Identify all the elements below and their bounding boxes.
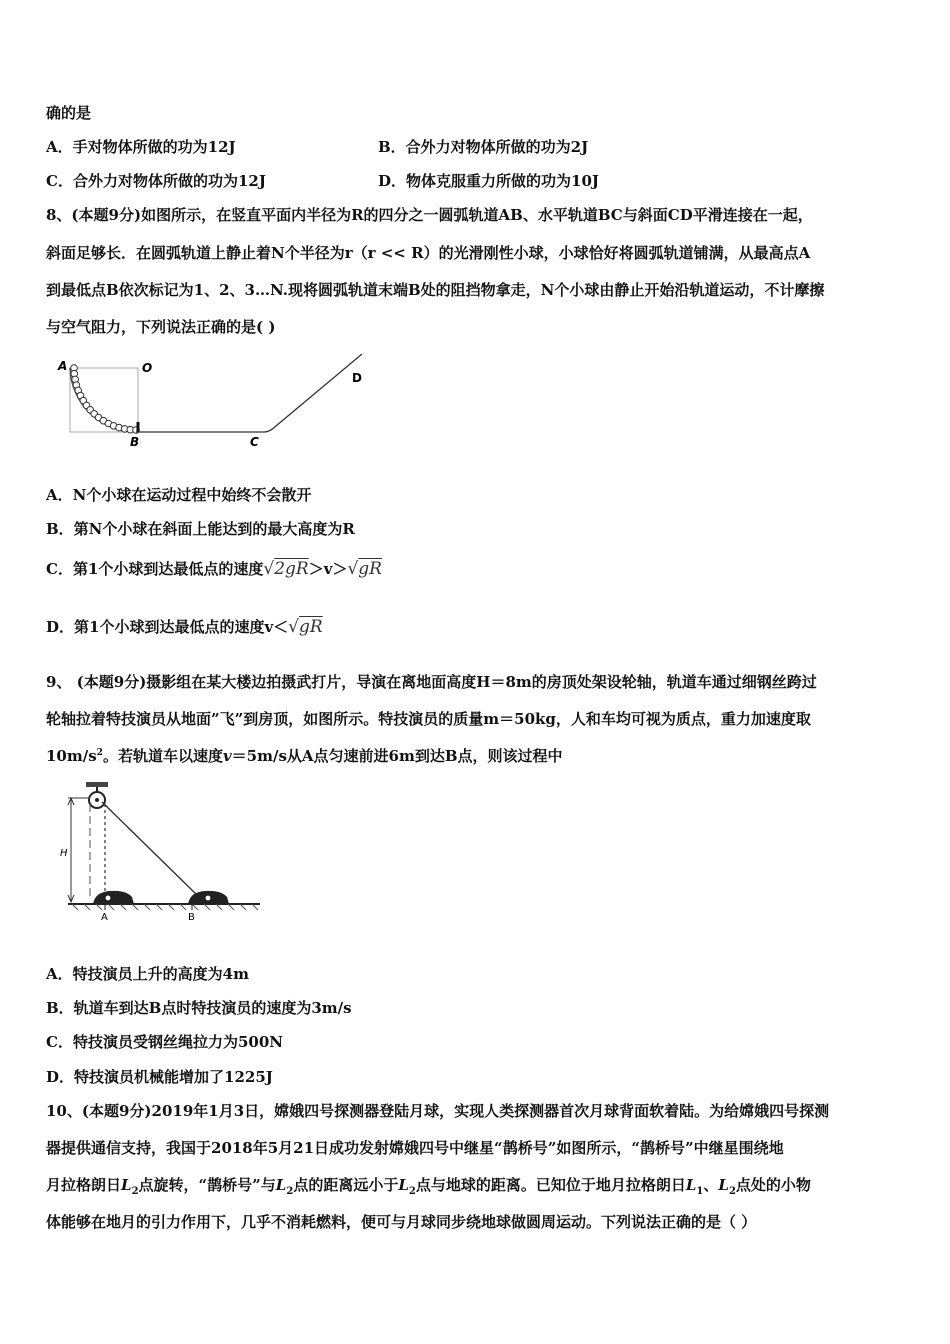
q8-option-d[interactable]: [46, 616, 323, 637]
q9-stem-line-3: $10m/s^2$。若轨道车以速度v＝5m/s从A点匀速前进6m到达B点，则该过程中: [46, 747, 563, 765]
q8-option-c-middle: ＞v＞: [308, 560, 348, 578]
q8-label-a: A: [58, 359, 68, 373]
q8-label-d: D: [352, 371, 362, 385]
q8-option-c[interactable]: [46, 558, 382, 579]
q9-label-b: B: [188, 912, 195, 922]
q8-label-c: C: [250, 435, 259, 448]
q7-option-c[interactable]: C．合外力对物体所做的功为12J: [46, 172, 266, 190]
sqrt-2gr-expression: √2gR: [263, 559, 309, 579]
q9-car-a: [93, 891, 134, 904]
q10-stem-line-2: 器提供通信支持，我国于2018年5月21日成功发射嫦娥四号中继星“鹊桥号”如图所示，“鹊桥号”中继星围绕地: [46, 1139, 784, 1157]
q10-stem-line-1: 10、(本题9分)2019年1月3日，嫦娥四号探测器登陆月球，实现人类探测器首次月球背面软着陆。为给嫦娥四号探测: [46, 1102, 830, 1120]
q8-option-a[interactable]: A．N个小球在运动过程中始终不会散开: [46, 486, 312, 504]
q9-option-b[interactable]: B．轨道车到达B点时特技演员的速度为3m/s: [46, 999, 352, 1017]
q8-incline-track: [264, 354, 362, 432]
q9-stunt-figure: [60, 780, 270, 922]
q8-option-b[interactable]: B．第N个小球在斜面上能达到的最大高度为R: [46, 520, 355, 538]
q9-pulley-mount: [86, 782, 108, 787]
q8-stem-line-2: 斜面足够长．在圆弧轨道上静止着N个半径为r（r << R）的光滑刚性小球，小球恰好将圆弧轨道铺满，从最高点A: [46, 244, 811, 262]
q9-label-a: A: [101, 912, 108, 922]
sqrt-gr-expression: √gR: [347, 559, 382, 579]
q10-stem-line-4: 体能够在地月的引力作用下，几乎不消耗燃料，便可与月球同步绕地球做圆周运动。下列说法正确的是（ ）: [46, 1213, 757, 1231]
q10-stem-line-3: 月拉格朗日$L_2$点旋转，“鹊桥号”与$L_2$点的距离远小于$L_2$点与地球的距离。已知位于地月拉格朗日$L_1$、$L_2$点处的小物: [46, 1176, 811, 1197]
q9-option-c[interactable]: C．特技演员受钢丝绳拉力为500N: [46, 1033, 283, 1051]
q8-label-b: B: [130, 435, 140, 448]
q9-stem-line-1: 9、 (本题9分)摄影组在某大楼边拍摄武打片，导演在离地面高度H＝8m的房顶处架设轮轴，轨道车通过细钢丝跨过: [46, 673, 817, 691]
q8-stem-line-1: 8、(本题9分)如图所示，在竖直平面内半径为R的四分之一圆弧轨道AB、水平轨道BC与斜面CD平滑连接在一起，: [46, 206, 813, 224]
q8-option-c-prefix: C．第1个小球到达最低点的速度: [46, 560, 264, 578]
q7-option-d[interactable]: D．物体克服重力所做的功为10J: [378, 172, 599, 190]
q9-option-d[interactable]: D．特技演员机械能增加了1225J: [46, 1068, 273, 1086]
q9-option-a[interactable]: A．特技演员上升的高度为4m: [46, 965, 249, 983]
sqrt-gr-expression: √gR: [288, 617, 323, 637]
q9-stem-line-2: 轮轴拉着特技演员从地面”飞”到房顶，如图所示。特技演员的质量m＝50kg，人和车均可视为质点，重力加速度取: [46, 710, 811, 728]
q8-track-figure: [52, 348, 372, 448]
q8-option-d-prefix: D．第1个小球到达最低点的速度v＜: [46, 618, 289, 636]
q9-slanted-wire: [102, 802, 196, 894]
q8-stem-line-4: 与空气阻力，下列说法正确的是( ): [46, 318, 276, 336]
q7-tail-text: 确的是: [46, 104, 92, 122]
q8-stem-line-3: 到最低点B依次标记为1、2、3…N.现将圆弧轨道末端B处的阻挡物拿走，N个小球由静止开始沿轨道运动，不计摩擦: [46, 281, 825, 299]
q8-label-o: O: [142, 361, 153, 375]
q7-option-b[interactable]: B．合外力对物体所做的功为2J: [378, 138, 589, 156]
q7-option-a[interactable]: A．手对物体所做的功为12J: [46, 138, 236, 156]
q9-label-h: H: [60, 848, 68, 859]
q8-balls: [71, 365, 140, 434]
